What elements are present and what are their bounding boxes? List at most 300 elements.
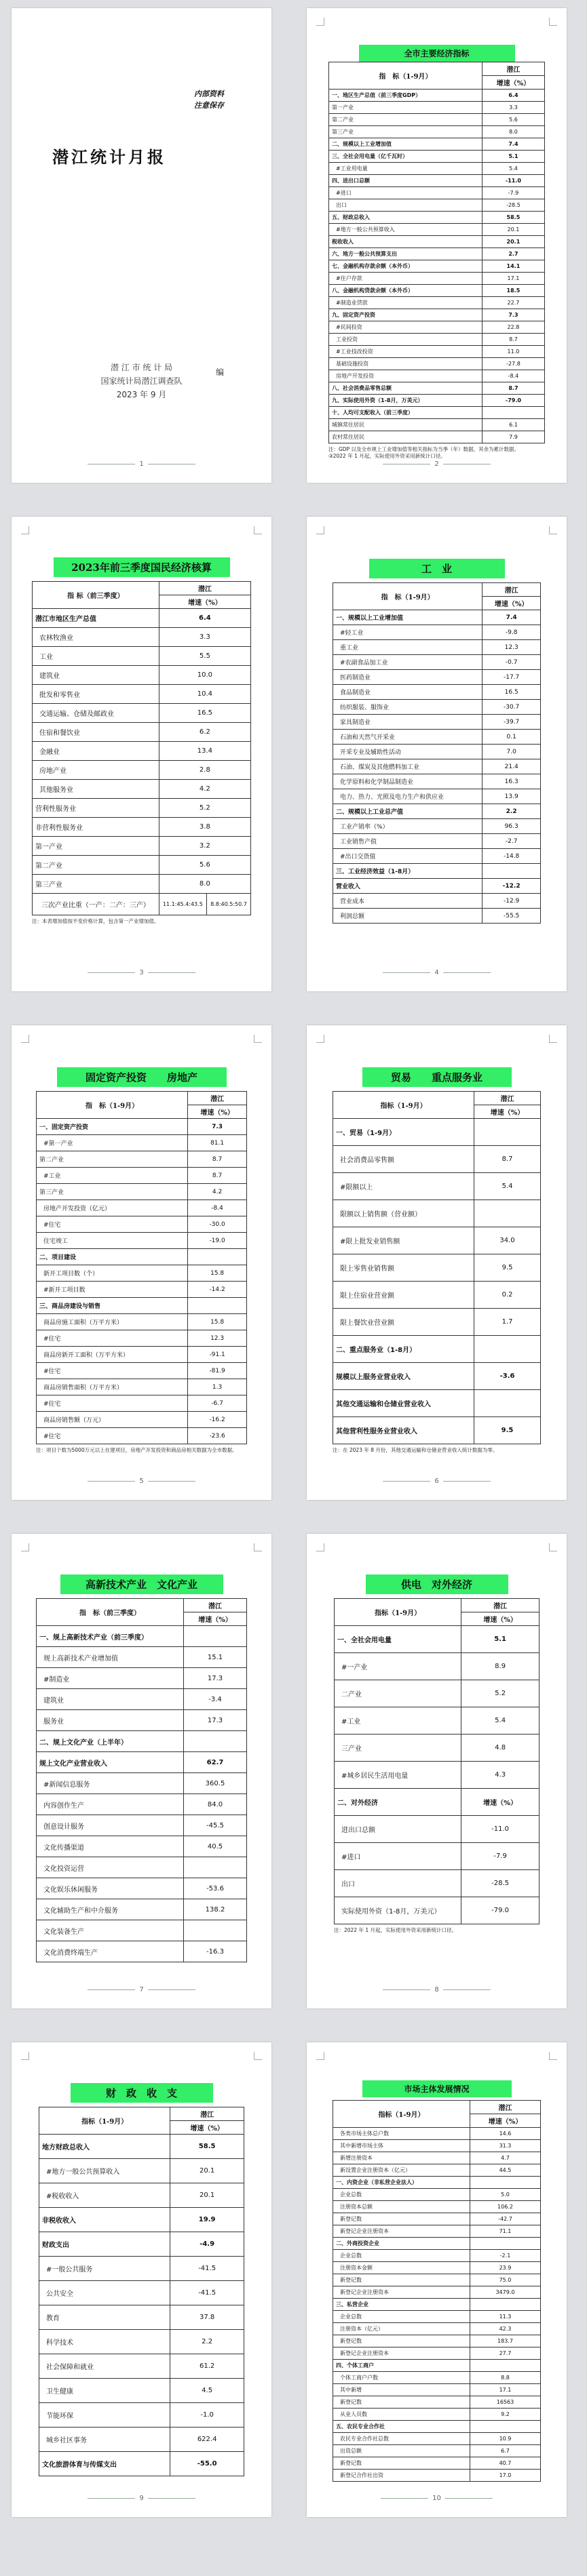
- table-row: [333, 2177, 541, 2189]
- row-value: 14.6: [470, 2128, 540, 2140]
- row-value: 增速（%）: [461, 1789, 539, 1816]
- page-number: 9: [12, 2495, 271, 2502]
- table-row: [33, 704, 251, 723]
- page-number: 3: [12, 969, 271, 976]
- report-page-6: [307, 1025, 567, 1500]
- row-label: 新设置企业注册资本（亿元）: [333, 2164, 470, 2177]
- row-value: 42.3: [470, 2323, 540, 2335]
- row-label: #住户存款: [329, 273, 482, 285]
- row-value: 62.7: [184, 1752, 247, 1773]
- row-label: 三、工业经济效益（1-8月）: [333, 864, 482, 879]
- row-value: [470, 2360, 540, 2372]
- row-value: [470, 2421, 540, 2433]
- row-label: 潜江市地区生产总值: [33, 609, 159, 628]
- table-row: [329, 90, 545, 102]
- table-row: [329, 199, 545, 212]
- row-label: 第三产业: [329, 126, 482, 138]
- table-row: [333, 909, 541, 924]
- table-row: [37, 1135, 247, 1151]
- row-label: 新登记数: [333, 2396, 470, 2409]
- row-value: 360.5: [184, 1773, 247, 1794]
- row-value: [188, 1298, 247, 1314]
- report-page-5: [12, 1025, 271, 1500]
- table-row: [333, 2201, 541, 2213]
- row-label: #制造业贷款: [329, 297, 482, 309]
- row-value: -41.5: [170, 2281, 244, 2305]
- row-label: 规模以上服务业营业收入: [333, 1363, 474, 1390]
- row-label: 工业产销率（%）: [333, 819, 482, 834]
- table-row: [37, 1920, 247, 1941]
- row-value: [482, 864, 541, 879]
- section-title: 供电 对外经济: [366, 1574, 508, 1594]
- row-value: 4.8: [461, 1735, 539, 1762]
- row-value: 106.2: [470, 2201, 540, 2213]
- row-label: 商品房销售额（万元）: [37, 1412, 188, 1428]
- row-label: 其他交通运输和仓储业营业收入: [333, 1390, 474, 1417]
- row-label: 个体工商户户数: [333, 2372, 470, 2384]
- row-value: 17.3: [184, 1668, 247, 1689]
- indicator-table: [36, 1091, 247, 1444]
- row-value: -30.0: [188, 1216, 247, 1233]
- row-label: 社会保障和就业: [39, 2354, 170, 2379]
- row-label: #新闻信息服务: [37, 1773, 184, 1794]
- row-label: 一、全社会用电量: [335, 1626, 461, 1653]
- row-value: -55.5: [482, 909, 541, 924]
- row-value: -19.0: [188, 1233, 247, 1249]
- table-row: [39, 2281, 244, 2305]
- table-row: [39, 2232, 244, 2257]
- row-label: 农林牧渔业: [33, 628, 159, 647]
- table-row: [37, 1878, 247, 1899]
- col-header-indicator: 指 标（前三季度）: [33, 582, 159, 609]
- row-label: #工业: [37, 1168, 188, 1184]
- crop-mark: [316, 2052, 324, 2060]
- table-row: [329, 248, 545, 260]
- table-row: [333, 1417, 541, 1444]
- indicator-table: [334, 1598, 539, 1924]
- row-label: #第一产业: [37, 1135, 188, 1151]
- table-row: [33, 780, 251, 799]
- row-value: -11.0: [461, 1816, 539, 1843]
- col-header-growth: 增速（%）: [159, 595, 250, 609]
- section-title: 财 政 收 支: [71, 2083, 213, 2103]
- row-value: -1.0: [170, 2403, 244, 2428]
- row-label: 一、贸易（1-9月）: [333, 1119, 474, 1146]
- page-number: 5: [12, 1478, 271, 1485]
- row-label: 其他营利性服务业营业收入: [333, 1417, 474, 1444]
- row-value: -4.9: [170, 2232, 244, 2257]
- col-header-indicator: 指 标（1-9月）: [37, 1092, 188, 1119]
- table-row: [33, 799, 251, 818]
- table-row: [333, 700, 541, 715]
- col-header-city: 潜江: [188, 1092, 247, 1105]
- row-value: 13.4: [159, 742, 250, 761]
- row-label: 财政支出: [39, 2232, 170, 2257]
- cover-tag: 内部资料 注意保存: [194, 90, 224, 110]
- row-label: 服务业: [37, 1710, 184, 1731]
- section-title: 市场主体发展情况: [362, 2080, 512, 2097]
- table-row: [333, 759, 541, 774]
- table-row: [329, 224, 545, 236]
- row-value: -91.1: [188, 1347, 247, 1363]
- row-value: 17.3: [184, 1710, 247, 1731]
- row-value: -17.7: [482, 670, 541, 685]
- row-value: 3.8: [159, 818, 250, 837]
- row-label: 新增注册资本: [333, 2152, 470, 2164]
- row-value: 11.3: [470, 2311, 540, 2323]
- row-label: #轻工业: [333, 625, 482, 640]
- table-row: [335, 1653, 539, 1680]
- table-row: [333, 2372, 541, 2384]
- row-value: 4.5: [170, 2379, 244, 2403]
- table-row: [329, 102, 545, 114]
- table-row: [333, 2213, 541, 2225]
- row-value: 16.5: [159, 704, 250, 723]
- table-row: [39, 2183, 244, 2208]
- row-value: 44.5: [470, 2164, 540, 2177]
- table-row: [33, 723, 251, 742]
- row-label: 文化消费终端生产: [37, 1941, 184, 1962]
- row-label: 五、农民专业合作社: [333, 2421, 470, 2433]
- row-label: 二、外商投资企业: [333, 2238, 470, 2250]
- crop-mark: [316, 18, 324, 26]
- table-row: [329, 382, 545, 395]
- row-value: -79.0: [461, 1897, 539, 1924]
- row-value: 5.2: [461, 1680, 539, 1707]
- row-label: 注册资本金额: [333, 2262, 470, 2274]
- row-label: #住宅: [37, 1330, 188, 1347]
- table-row: [37, 1282, 247, 1298]
- table-row: [333, 625, 541, 640]
- row-value: 22.8: [482, 321, 544, 334]
- table-row: [333, 2335, 541, 2347]
- table-row: [333, 1363, 541, 1390]
- page-number: 8: [307, 1986, 567, 1994]
- row-value: -30.7: [482, 700, 541, 715]
- row-value: -79.0: [482, 395, 544, 407]
- col-header-indicator: 指标（1-9月）: [333, 1092, 474, 1119]
- row-label: 新登记企业注册资本: [333, 2347, 470, 2360]
- row-value: 4.2: [159, 780, 250, 799]
- row-label: 非税收收入: [39, 2208, 170, 2232]
- row-value: 40.7: [470, 2457, 540, 2470]
- row-label: 重工业: [333, 640, 482, 655]
- crop-mark: [549, 18, 557, 26]
- row-value: -9.8: [482, 625, 541, 640]
- indicator-table: [32, 581, 251, 915]
- table-row: [329, 175, 545, 187]
- row-value: 40.5: [184, 1836, 247, 1857]
- indicator-table: [333, 2100, 541, 2482]
- row-value: 9.2: [470, 2409, 540, 2421]
- row-label: #一产业: [335, 1653, 461, 1680]
- row-label: 新登记合作社出资: [333, 2470, 470, 2482]
- row-value: 15.1: [184, 1647, 247, 1668]
- row-label: 文化投资运营: [37, 1857, 184, 1878]
- col-header-indicator: 指 标（前三季度）: [37, 1599, 184, 1626]
- row-value: 7.9: [482, 431, 544, 443]
- row-value: [184, 1857, 247, 1878]
- table-row: [39, 2257, 244, 2281]
- col-header-growth: 增速（%）: [470, 2114, 540, 2128]
- table-row: [33, 666, 251, 685]
- row-label: 房地产开发投资（亿元）: [37, 1200, 188, 1216]
- table-row: [335, 1680, 539, 1707]
- page-number: 1: [12, 460, 271, 468]
- crop-mark: [254, 1035, 262, 1043]
- row-value: 61.2: [170, 2354, 244, 2379]
- row-value: 20.1: [170, 2183, 244, 2208]
- table-row: [333, 774, 541, 789]
- table-row: [33, 818, 251, 837]
- row-label: 城镇常住居民: [329, 419, 482, 431]
- row-label: 文化装备生产: [37, 1920, 184, 1941]
- row-label: 企业总数: [333, 2250, 470, 2262]
- crop-mark: [21, 1035, 29, 1043]
- row-label: 文化辅助生产和中介服务: [37, 1899, 184, 1920]
- row-label: 文化娱乐休闲服务: [37, 1878, 184, 1899]
- table-row: [333, 2409, 541, 2421]
- row-label: 开采专业及辅助性活动: [333, 745, 482, 759]
- table-row: [39, 2330, 244, 2354]
- table-row: [37, 1857, 247, 1878]
- row-value: 4.2: [188, 1184, 247, 1200]
- row-value: 20.1: [482, 236, 544, 248]
- row-label: 其中新增: [333, 2384, 470, 2396]
- row-label: 其中新增市场主体: [333, 2140, 470, 2152]
- row-label: 内容创作生产: [37, 1794, 184, 1815]
- table-row: [39, 2403, 244, 2428]
- table-row: [37, 1233, 247, 1249]
- row-value: [188, 1249, 247, 1265]
- row-value: -2.7: [482, 834, 541, 849]
- table-row: [333, 849, 541, 864]
- row-label: 营业成本: [333, 894, 482, 909]
- row-label: #地方一般公共预算收入: [39, 2159, 170, 2183]
- row-value: 7.0: [482, 745, 541, 759]
- row-value: 2.8: [159, 761, 250, 780]
- col-header-growth: 增速（%）: [474, 1105, 541, 1119]
- row-label: 第二产业: [329, 114, 482, 126]
- row-label: 二、重点服务业（1-8月）: [333, 1336, 474, 1363]
- row-value: -23.6: [188, 1428, 247, 1444]
- row-value: 2.2: [170, 2330, 244, 2354]
- row-label: 第三产业: [33, 875, 159, 894]
- table-row: [329, 138, 545, 151]
- row-value: 8.0: [482, 126, 544, 138]
- row-label: 限额以上销售额（营业额）: [333, 1200, 474, 1227]
- row-label: 三、私营企业: [333, 2299, 470, 2311]
- col-header-indicator: 指 标（1-9月）: [333, 583, 482, 610]
- row-label: 商品房施工面积（万平方米）: [37, 1314, 188, 1330]
- indicator-table: [328, 62, 545, 443]
- row-label: 一、规上高新技术产业（前三季度）: [37, 1626, 184, 1647]
- table-row: [329, 334, 545, 346]
- row-label: 非营利性服务业: [33, 818, 159, 837]
- row-label: 房地产开发投资: [329, 370, 482, 382]
- row-value: 58.5: [482, 212, 544, 224]
- row-label: 第三产业: [37, 1184, 188, 1200]
- table-row: [333, 1200, 541, 1227]
- table-row: [333, 2311, 541, 2323]
- row-value: [474, 1200, 541, 1227]
- row-label: 家具制造业: [333, 715, 482, 730]
- section-title: 贸易 重点服务业: [362, 1067, 512, 1087]
- page-number: 2: [307, 460, 567, 468]
- row-label: 出口: [335, 1870, 461, 1897]
- row-label: 房地产业: [33, 761, 159, 780]
- report-page-cover: [12, 8, 271, 483]
- crop-mark: [21, 1543, 29, 1551]
- table-row: [37, 1815, 247, 1836]
- crop-mark: [549, 1035, 557, 1043]
- row-value: 21.4: [482, 759, 541, 774]
- row-value: 2.2: [482, 804, 541, 819]
- row-value: [474, 1390, 541, 1417]
- table-row: [333, 2250, 541, 2262]
- row-value: 3479.0: [470, 2286, 540, 2299]
- crop-mark: [549, 2052, 557, 2060]
- row-label: 规上文化产业营业收入: [37, 1752, 184, 1773]
- page-number: 7: [12, 1986, 271, 1994]
- table-row: [33, 856, 251, 875]
- row-label: #进口: [335, 1843, 461, 1870]
- row-label: 新登记数: [333, 2335, 470, 2347]
- row-label: 电力、热力、光照及电力生产和供应业: [333, 789, 482, 804]
- row-label: #地方一般公共预算收入: [329, 224, 482, 236]
- table-row: [33, 875, 251, 894]
- col-header-indicator: 指 标（1-9月）: [329, 62, 482, 90]
- table-row: [37, 1626, 247, 1647]
- table-row: [37, 1314, 247, 1330]
- row-label: #制造业: [37, 1668, 184, 1689]
- table-row: [39, 2379, 244, 2403]
- row-label: #住宅: [37, 1395, 188, 1412]
- table-row: [333, 2347, 541, 2360]
- col-header-indicator: 指标（1-9月）: [335, 1599, 461, 1626]
- crop-mark: [254, 2052, 262, 2060]
- table-row: [335, 1870, 539, 1897]
- table-row: [333, 2262, 541, 2274]
- row-label: 二、规模以上工业增加值: [329, 138, 482, 151]
- row-value: 7.3: [188, 1119, 247, 1135]
- row-value: 8.7: [482, 334, 544, 346]
- row-value: 9.5: [474, 1254, 541, 1282]
- row-label: 新开工项目数（个）: [37, 1265, 188, 1282]
- table-row: [335, 1816, 539, 1843]
- row-label: 一、固定资产投资: [37, 1119, 188, 1135]
- row-value: 16.5: [482, 685, 541, 700]
- table-row: [333, 2323, 541, 2335]
- table-row: [333, 894, 541, 909]
- table-row: [329, 285, 545, 297]
- row-label: #住宅: [37, 1363, 188, 1379]
- table-row: [329, 236, 545, 248]
- row-label: 建筑业: [33, 666, 159, 685]
- table-row: [333, 655, 541, 670]
- row-value: 5.4: [482, 163, 544, 175]
- row-label: 住宅竣工: [37, 1233, 188, 1249]
- table-row: [37, 1668, 247, 1689]
- table-row: [333, 834, 541, 849]
- row-label: 税收收入: [329, 236, 482, 248]
- table-row: [333, 2164, 541, 2177]
- table-row: [333, 804, 541, 819]
- col-header-growth: 增速（%）: [461, 1612, 539, 1626]
- row-label: 二、规上文化产业（上半年）: [37, 1731, 184, 1752]
- table-row: [335, 1707, 539, 1735]
- row-value: 622.4: [170, 2428, 244, 2452]
- table-row: [37, 1151, 247, 1168]
- col-header-city: 潜江: [474, 1092, 541, 1105]
- table-row: [33, 609, 251, 628]
- table-row: 三次产业比重（一产：二产：三产） 11.1:45.4:43.5 8.8:40.5:50.7: [33, 894, 251, 915]
- report-page-10: [307, 2042, 567, 2517]
- table-row: [333, 730, 541, 745]
- page-number: 10: [307, 2495, 567, 2502]
- col-header-city: 潜江: [482, 62, 544, 76]
- row-label: #进口: [329, 187, 482, 199]
- row-value: 8.9: [461, 1653, 539, 1680]
- row-value: 31.3: [470, 2140, 540, 2152]
- row-value: -42.7: [470, 2213, 540, 2225]
- row-value: 17.1: [482, 273, 544, 285]
- page-number: 4: [307, 969, 567, 976]
- row-value: -16.3: [184, 1941, 247, 1962]
- row-label: 交通运输、仓储及邮政业: [33, 704, 159, 723]
- row-label: 石油、煤炭及其他燃料加工业: [333, 759, 482, 774]
- row-value: 10.4: [159, 685, 250, 704]
- table-row: [329, 419, 545, 431]
- row-value: 37.8: [170, 2305, 244, 2330]
- row-value: -6.7: [188, 1395, 247, 1412]
- row-value: -39.7: [482, 715, 541, 730]
- row-value: 12.3: [482, 640, 541, 655]
- row-label: #出口交货值: [333, 849, 482, 864]
- col-header-growth: 增速（%）: [482, 597, 541, 610]
- table-row: [333, 1336, 541, 1363]
- row-label: 新登记数: [333, 2457, 470, 2470]
- row-value: 8.7: [482, 382, 544, 395]
- row-label: 六、地方一般公共预算支出: [329, 248, 482, 260]
- row-label: 卫生健康: [39, 2379, 170, 2403]
- row-label: 二、项目建设: [37, 1249, 188, 1265]
- crop-mark: [549, 526, 557, 534]
- crop-mark: [254, 1543, 262, 1551]
- table-row: [333, 2299, 541, 2311]
- row-label: 文化旅游体育与传媒支出: [39, 2452, 170, 2476]
- row-value: -11.0: [482, 175, 544, 187]
- table-row: [37, 1249, 247, 1265]
- table-row: [335, 1762, 539, 1789]
- table-row: [333, 879, 541, 894]
- table-row: [333, 789, 541, 804]
- row-value: 9.5: [474, 1417, 541, 1444]
- table-row: [335, 1626, 539, 1653]
- table-row: [39, 2354, 244, 2379]
- table-row: [329, 358, 545, 370]
- row-label: 营利性服务业: [33, 799, 159, 818]
- row-label: 公共安全: [39, 2281, 170, 2305]
- row-label: 二、对外经济: [335, 1789, 461, 1816]
- row-label: 二、规模以上工业总产值: [333, 804, 482, 819]
- row-label: 九、实际使用外资（1-8月，万美元）: [329, 395, 482, 407]
- table-row: [37, 1347, 247, 1363]
- row-value: -81.9: [188, 1363, 247, 1379]
- crop-mark: [549, 1543, 557, 1551]
- table-row: [329, 273, 545, 285]
- table-row: [329, 114, 545, 126]
